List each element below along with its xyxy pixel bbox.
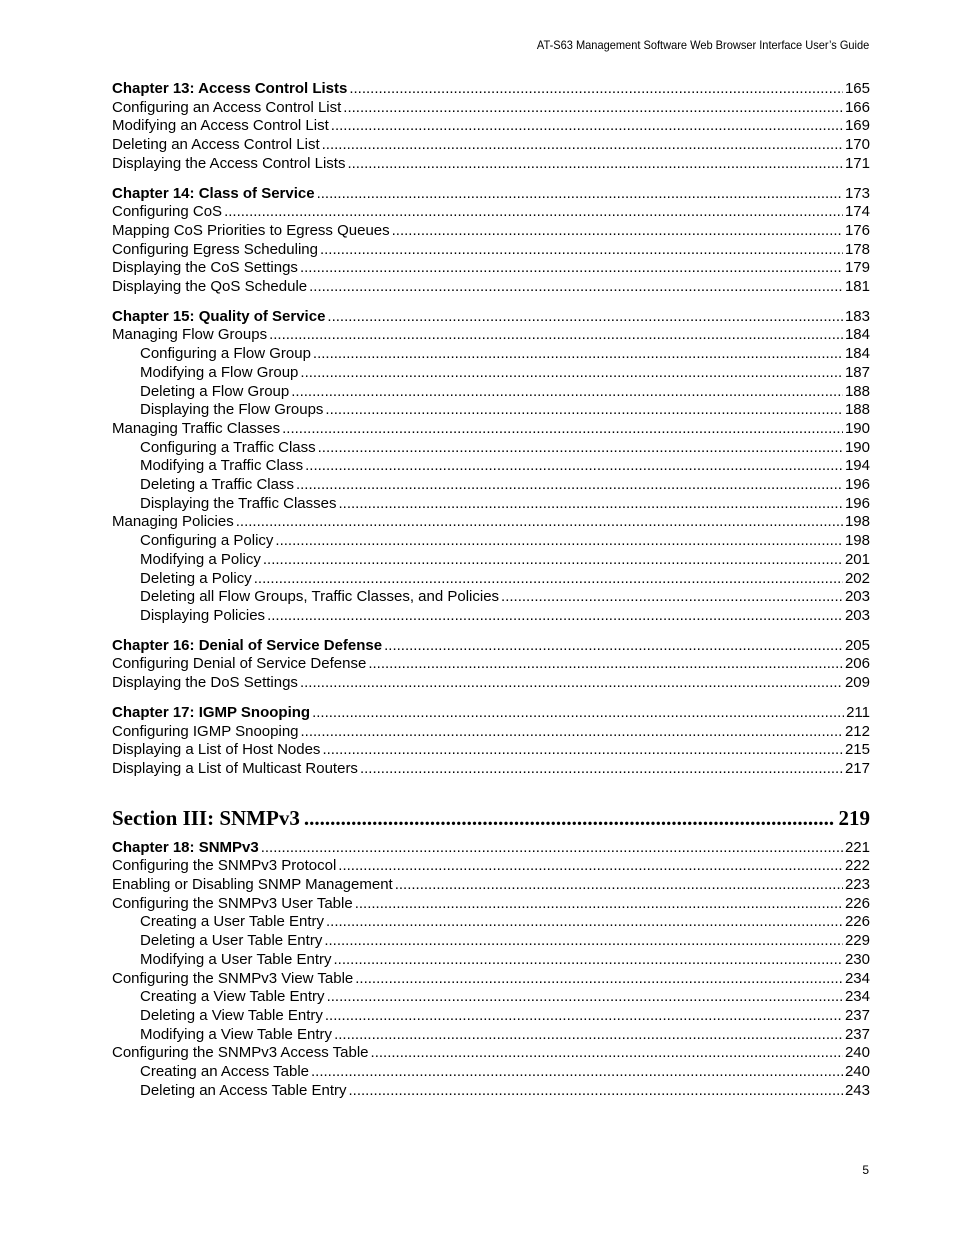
toc-entry-title: Modifying a Traffic Class [140, 457, 304, 475]
dot-leader [327, 988, 843, 1007]
toc-entry-page: 181 [844, 278, 870, 296]
toc-entry-page: 234 [844, 988, 870, 1006]
toc-entry-page: 215 [844, 741, 870, 759]
toc-entry-title: Configuring Denial of Service Defense [112, 655, 367, 673]
toc-entry-title: Configuring an Access Control List [112, 98, 342, 116]
running-header: AT-S63 Management Software Web Browser Interface User’s Guide [536, 38, 869, 52]
toc-entry-title: Displaying a List of Host Nodes [112, 741, 321, 759]
toc-entry-title: Chapter 16: Denial of Service Defense [112, 636, 383, 654]
dot-leader [347, 155, 843, 174]
dot-leader [325, 401, 843, 420]
dot-leader [300, 364, 843, 383]
toc-entry-page: 174 [844, 203, 870, 221]
toc-entry[interactable] [112, 913, 870, 932]
toc-entry-title: Creating a User Table Entry [140, 913, 324, 931]
toc-entry-page: 230 [844, 950, 870, 968]
toc-entry[interactable] [112, 117, 870, 136]
toc-entry-page: 206 [844, 655, 870, 673]
toc-entry-title: Enabling or Disabling SNMP Management [112, 876, 393, 894]
dot-leader [325, 1007, 843, 1026]
dot-leader [355, 970, 843, 989]
toc-chapter-group [112, 185, 870, 297]
toc-entry-page: 178 [844, 240, 870, 258]
toc-entry[interactable] [112, 326, 870, 345]
dot-leader [261, 839, 843, 858]
toc-entry-title: Configuring a Traffic Class [140, 438, 316, 456]
toc-entry-page: 221 [844, 838, 870, 856]
dot-leader [291, 383, 843, 402]
toc-entry-page: 173 [844, 184, 870, 202]
toc-entry-page: 188 [844, 401, 870, 419]
toc-entry-title: Configuring a Policy [140, 532, 274, 550]
toc-entry-title: Chapter 15: Quality of Service [112, 307, 326, 325]
dot-leader [349, 1082, 843, 1101]
toc-entry-page: 222 [844, 857, 870, 875]
dot-leader [224, 203, 843, 222]
toc-entry-page: 226 [844, 894, 870, 912]
toc-entry-page: 166 [844, 98, 870, 116]
toc-entry-title: Displaying the DoS Settings [112, 674, 298, 692]
toc-chapter-entry[interactable] [112, 704, 870, 723]
dot-leader [304, 805, 835, 831]
toc-entry-page: 205 [844, 636, 870, 654]
toc-entry[interactable] [112, 951, 870, 970]
toc-entry-page: 196 [844, 476, 870, 494]
toc-chapter-entry[interactable] [112, 80, 870, 99]
toc-entry-page: 212 [844, 722, 870, 740]
dot-leader [300, 259, 843, 278]
toc-entry-page: 234 [844, 969, 870, 987]
page-number: 5 [862, 1163, 869, 1177]
dot-leader [343, 99, 843, 118]
toc-entry[interactable] [112, 655, 870, 674]
toc-entry-title: Displaying a List of Multicast Routers [112, 759, 358, 777]
toc-entry-title: Displaying Policies [140, 606, 266, 624]
toc-chapter-entry[interactable] [112, 839, 870, 858]
toc-entry-page: 226 [844, 913, 870, 931]
toc-entry[interactable] [112, 1082, 870, 1101]
toc-entry-title: Modifying a Flow Group [140, 363, 299, 381]
dot-leader [334, 1026, 843, 1045]
toc-entry-page: 211 [846, 703, 870, 721]
toc-entry-title: Deleting a Flow Group [140, 382, 290, 400]
toc-entry-page: 190 [844, 438, 870, 456]
toc-entry-page: 223 [844, 876, 870, 894]
toc-entry-title: Configuring IGMP Snooping [112, 722, 299, 740]
toc-entry[interactable] [112, 401, 870, 420]
toc-entry[interactable] [112, 495, 870, 514]
toc-entry-title: Deleting a View Table Entry [140, 1006, 323, 1024]
toc-entry[interactable] [112, 476, 870, 495]
dot-leader [275, 532, 843, 551]
section-title: Section III: SNMPv3 [112, 805, 300, 830]
toc-entry-title: Configuring the SNMPv3 User Table [112, 894, 353, 912]
toc-entry-title: Deleting an Access Control List [112, 136, 320, 154]
section-heading[interactable] [112, 805, 870, 831]
toc-entry[interactable] [112, 588, 870, 607]
toc-entry-page: 190 [844, 419, 870, 437]
toc-entry-page: 240 [844, 1044, 870, 1062]
toc-entry[interactable] [112, 439, 870, 458]
toc-entry[interactable] [112, 1044, 870, 1063]
dot-leader [320, 241, 843, 260]
toc-chapter-entry[interactable] [112, 185, 870, 204]
toc-entry-title: Deleting all Flow Groups, Traffic Classes, and Policies [140, 588, 500, 606]
toc-entry-title: Modifying a User Table Entry [140, 950, 332, 968]
dot-leader [322, 741, 843, 760]
toc-entry-title: Managing Policies [112, 513, 234, 531]
dot-leader [327, 308, 843, 327]
toc-entry-title: Chapter 17: IGMP Snooping [112, 703, 311, 721]
toc-entry-title: Configuring a Flow Group [140, 345, 311, 363]
toc-entry[interactable] [112, 876, 870, 895]
toc-entry-title: Managing Traffic Classes [112, 419, 281, 437]
toc-entry-page: 217 [844, 759, 870, 777]
toc-entry[interactable] [112, 932, 870, 951]
toc-entry-page: 229 [844, 932, 870, 950]
toc-entry-title: Configuring the SNMPv3 Access Table [112, 1044, 369, 1062]
toc-entry-page: 187 [844, 363, 870, 381]
toc-entry[interactable] [112, 895, 870, 914]
toc-entry[interactable] [112, 364, 870, 383]
dot-leader [322, 136, 843, 155]
dot-leader [331, 117, 843, 136]
toc-entry-title: Displaying the Access Control Lists [112, 154, 346, 172]
dot-leader [355, 895, 843, 914]
dot-leader [324, 932, 843, 951]
toc-entry-page: 243 [844, 1081, 870, 1099]
toc-entry[interactable] [112, 1063, 870, 1082]
toc-entry[interactable] [112, 970, 870, 989]
toc-chapter-group [112, 308, 870, 626]
dot-leader [338, 857, 843, 876]
toc-entry[interactable] [112, 345, 870, 364]
toc-entry-title: Creating a View Table Entry [140, 988, 325, 1006]
dot-leader [501, 588, 843, 607]
toc-chapter-entry[interactable] [112, 308, 870, 327]
toc-entry-page: 188 [844, 382, 870, 400]
toc-chapter-group [112, 704, 870, 779]
toc-entry[interactable] [112, 457, 870, 476]
toc-entry[interactable] [112, 383, 870, 402]
dot-leader [296, 476, 843, 495]
section-page: 219 [838, 805, 870, 830]
toc-entry-title: Creating an Access Table [140, 1063, 309, 1081]
toc-entry-title: Modifying a View Table Entry [140, 1025, 333, 1043]
toc-entry-page: 169 [844, 117, 870, 135]
toc-entry[interactable] [112, 278, 870, 297]
dot-leader [318, 439, 843, 458]
toc-entry[interactable] [112, 741, 870, 760]
toc-entry[interactable] [112, 570, 870, 589]
toc-groups-before [112, 80, 870, 779]
dot-leader [267, 607, 843, 626]
toc-entry-page: 170 [844, 136, 870, 154]
toc-entry[interactable] [112, 551, 870, 570]
toc-entry[interactable] [112, 760, 870, 779]
toc-entry-page: 196 [844, 494, 870, 512]
dot-leader [392, 222, 843, 241]
toc-entry-page: 183 [844, 307, 870, 325]
toc-entry-page: 165 [844, 80, 870, 97]
toc-entry-page: 202 [844, 569, 870, 587]
dot-leader [282, 420, 843, 439]
toc-entry[interactable] [112, 607, 870, 626]
dot-leader [309, 278, 843, 297]
toc-entry[interactable] [112, 203, 870, 222]
toc-entry-title: Deleting a Traffic Class [140, 476, 294, 494]
dot-leader [269, 326, 843, 345]
toc-entry-page: 203 [844, 606, 870, 624]
toc-entry-title: Displaying the Flow Groups [140, 401, 324, 419]
dot-leader [326, 913, 843, 932]
dot-leader [317, 185, 843, 204]
toc-entry-title: Displaying the CoS Settings [112, 259, 298, 277]
toc-entry[interactable] [112, 857, 870, 876]
toc-entry-page: 198 [844, 513, 870, 531]
toc-entry-page: 203 [844, 588, 870, 606]
dot-leader [371, 1044, 843, 1063]
toc-entry-title: Configuring the SNMPv3 View Table [112, 969, 354, 987]
dot-leader [312, 704, 844, 723]
dot-leader [368, 655, 843, 674]
dot-leader [254, 570, 843, 589]
toc-groups-after [112, 839, 870, 1101]
toc-chapter-entry[interactable] [112, 637, 870, 656]
dot-leader [333, 951, 842, 970]
toc-entry[interactable] [112, 222, 870, 241]
dot-leader [301, 723, 843, 742]
toc-entry[interactable] [112, 155, 870, 174]
toc-entry-page: 240 [844, 1063, 870, 1081]
dot-leader [300, 674, 843, 693]
toc-entry-title: Deleting a User Table Entry [140, 932, 323, 950]
toc-entry-title: Managing Flow Groups [112, 326, 268, 344]
toc-entry[interactable] [112, 241, 870, 260]
toc-entry-page: 179 [844, 259, 870, 277]
dot-leader [360, 760, 843, 779]
dot-leader [263, 551, 843, 570]
toc-entry[interactable] [112, 1007, 870, 1026]
toc-entry-title: Modifying an Access Control List [112, 117, 329, 135]
toc-entry-page: 194 [844, 457, 870, 475]
toc-chapter-group [112, 80, 870, 174]
dot-leader [349, 80, 843, 99]
toc-entry[interactable] [112, 99, 870, 118]
toc-entry[interactable] [112, 674, 870, 693]
toc-entry[interactable] [112, 259, 870, 278]
toc-chapter-group [112, 839, 870, 1101]
toc-entry-page: 237 [844, 1006, 870, 1024]
toc-entry[interactable] [112, 420, 870, 439]
dot-leader [311, 1063, 843, 1082]
toc-entry-title: Displaying the QoS Schedule [112, 278, 308, 296]
toc-entry-title: Chapter 13: Access Control Lists [112, 80, 348, 97]
toc-entry-page: 184 [844, 326, 870, 344]
toc-entry-page: 237 [844, 1025, 870, 1043]
dot-leader [236, 513, 843, 532]
toc-entry[interactable] [112, 723, 870, 742]
dot-leader [384, 637, 843, 656]
toc-entry-title: Configuring Egress Scheduling [112, 240, 318, 258]
table-of-contents [112, 80, 870, 1111]
toc-entry-title: Mapping CoS Priorities to Egress Queues [112, 221, 390, 239]
toc-chapter-group [112, 637, 870, 693]
toc-entry[interactable] [112, 532, 870, 551]
toc-entry-title: Deleting an Access Table Entry [140, 1081, 347, 1099]
toc-entry-page: 201 [844, 550, 870, 568]
dot-leader [338, 495, 842, 514]
toc-entry-page: 184 [844, 345, 870, 363]
dot-leader [395, 876, 843, 895]
toc-entry-title: Chapter 18: SNMPv3 [112, 838, 259, 856]
toc-entry-page: 171 [844, 154, 870, 172]
toc-entry-title: Modifying a Policy [140, 550, 261, 568]
toc-entry-title: Displaying the Traffic Classes [140, 494, 337, 512]
toc-entry-title: Configuring CoS [112, 203, 223, 221]
toc-entry-title: Chapter 14: Class of Service [112, 184, 315, 202]
toc-entry[interactable] [112, 513, 870, 532]
toc-entry-page: 176 [844, 221, 870, 239]
toc-entry[interactable] [112, 1026, 870, 1045]
toc-entry-page: 209 [844, 674, 870, 692]
toc-entry[interactable] [112, 988, 870, 1007]
toc-entry-title: Deleting a Policy [140, 569, 252, 587]
toc-entry[interactable] [112, 136, 870, 155]
dot-leader [305, 457, 843, 476]
dot-leader [313, 345, 843, 364]
toc-entry-page: 198 [844, 532, 870, 550]
toc-entry-title: Configuring the SNMPv3 Protocol [112, 857, 337, 875]
